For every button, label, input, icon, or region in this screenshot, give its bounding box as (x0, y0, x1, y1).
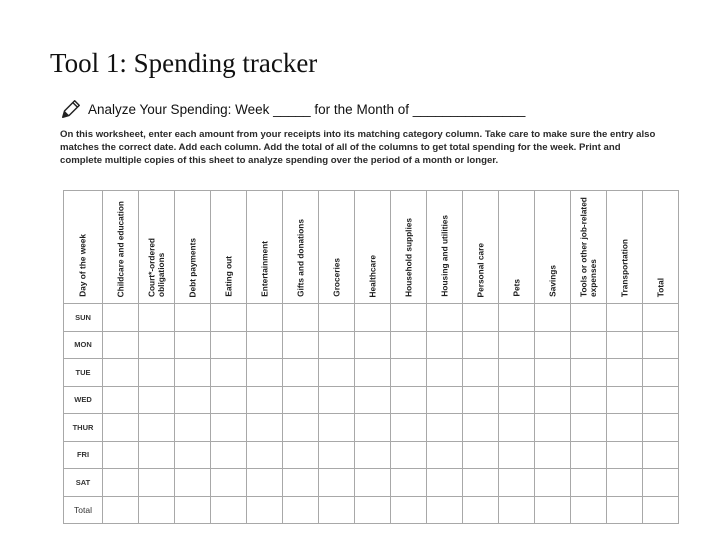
amount-cell[interactable] (283, 441, 319, 469)
table-row (64, 441, 679, 469)
amount-cell[interactable] (355, 386, 391, 414)
amount-cell[interactable] (139, 414, 175, 442)
amount-cell[interactable] (607, 304, 643, 332)
header-row (64, 191, 679, 304)
column-header-label: Pets (510, 279, 521, 297)
amount-cell[interactable] (247, 331, 283, 359)
amount-cell[interactable] (571, 496, 607, 523)
column-header-label: Childcare and education (114, 200, 125, 297)
table-row (64, 304, 679, 332)
amount-cell[interactable] (319, 414, 355, 442)
amount-cell[interactable] (499, 414, 535, 442)
amount-cell[interactable] (247, 304, 283, 332)
row-label: THUR (64, 414, 103, 442)
amount-cell[interactable] (427, 359, 463, 387)
amount-cell[interactable] (499, 386, 535, 414)
amount-cell[interactable] (427, 414, 463, 442)
amount-cell[interactable] (247, 386, 283, 414)
col-eating-out (211, 191, 247, 304)
column-header-label: Eating out (222, 256, 233, 297)
amount-cell[interactable] (355, 304, 391, 332)
amount-cell[interactable] (643, 386, 679, 414)
spending-table (63, 190, 679, 524)
amount-cell[interactable] (535, 304, 571, 332)
amount-cell[interactable] (391, 414, 427, 442)
amount-cell[interactable] (391, 496, 427, 523)
amount-cell[interactable] (463, 469, 499, 497)
amount-cell[interactable] (643, 441, 679, 469)
row-label: Total (64, 496, 103, 523)
amount-cell[interactable] (463, 414, 499, 442)
col-gifts-donations (283, 191, 319, 304)
amount-cell[interactable] (247, 359, 283, 387)
amount-cell[interactable] (427, 304, 463, 332)
amount-cell[interactable] (535, 359, 571, 387)
col-pets (499, 191, 535, 304)
amount-cell[interactable] (319, 304, 355, 332)
column-header-label: Entertainment (258, 241, 269, 297)
col-total (643, 191, 679, 304)
amount-cell[interactable] (175, 441, 211, 469)
amount-cell[interactable] (319, 359, 355, 387)
amount-cell[interactable] (283, 469, 319, 497)
table-row (64, 386, 679, 414)
slide-title: Tool 1: Spending tracker (50, 48, 318, 78)
amount-cell[interactable] (571, 441, 607, 469)
col-personal-care (463, 191, 499, 304)
amount-cell[interactable] (175, 359, 211, 387)
column-header-label: Healthcare (366, 254, 377, 297)
amount-cell[interactable] (139, 386, 175, 414)
column-header-label: Groceries (330, 258, 341, 297)
amount-cell[interactable] (391, 359, 427, 387)
amount-cell[interactable] (607, 441, 643, 469)
amount-cell[interactable] (427, 386, 463, 414)
amount-cell[interactable] (355, 414, 391, 442)
col-transportation (607, 191, 643, 304)
amount-cell[interactable] (319, 469, 355, 497)
amount-cell[interactable] (571, 414, 607, 442)
amount-cell[interactable] (175, 496, 211, 523)
amount-cell[interactable] (571, 386, 607, 414)
amount-cell[interactable] (643, 496, 679, 523)
amount-cell[interactable] (463, 441, 499, 469)
col-household-supplies (391, 191, 427, 304)
amount-cell[interactable] (571, 359, 607, 387)
amount-cell[interactable] (247, 469, 283, 497)
amount-cell[interactable] (103, 386, 139, 414)
amount-cell[interactable] (175, 469, 211, 497)
amount-cell[interactable] (355, 441, 391, 469)
amount-cell[interactable] (175, 414, 211, 442)
amount-cell[interactable] (607, 331, 643, 359)
amount-cell[interactable] (175, 304, 211, 332)
worksheet-instructions: On this worksheet, enter each amount from your receipts into its matching category column. Take care to make sure the entry also matches the correct date. Add each column. Add the total of all of the columns to get total spending for the week. Print and complete multiple copies of this sheet to analyze spending over the period of a month or longer. (60, 129, 656, 166)
amount-cell[interactable] (571, 331, 607, 359)
amount-cell[interactable] (175, 386, 211, 414)
amount-cell[interactable] (247, 496, 283, 523)
worksheet-header (60, 96, 670, 122)
amount-cell[interactable] (103, 359, 139, 387)
amount-cell[interactable] (427, 469, 463, 497)
total-row (64, 496, 679, 523)
table-row (64, 469, 679, 497)
amount-cell[interactable] (103, 304, 139, 332)
amount-cell[interactable] (643, 331, 679, 359)
amount-cell[interactable] (211, 496, 247, 523)
table-body (64, 304, 679, 524)
row-label: SAT (64, 469, 103, 497)
table-row (64, 359, 679, 387)
col-savings (535, 191, 571, 304)
amount-cell[interactable] (463, 496, 499, 523)
amount-cell[interactable] (247, 441, 283, 469)
amount-cell[interactable] (103, 414, 139, 442)
amount-cell[interactable] (139, 359, 175, 387)
col-groceries (319, 191, 355, 304)
amount-cell[interactable] (463, 304, 499, 332)
column-header-label: Gifts and donations (294, 219, 305, 297)
amount-cell[interactable] (139, 304, 175, 332)
column-header-label: Housing and utilities (438, 215, 449, 297)
row-label: TUE (64, 359, 103, 387)
amount-cell[interactable] (103, 331, 139, 359)
amount-cell[interactable] (427, 496, 463, 523)
amount-cell[interactable] (607, 414, 643, 442)
amount-cell[interactable] (499, 441, 535, 469)
column-header-label: Transportation (618, 238, 629, 297)
amount-cell[interactable] (283, 386, 319, 414)
amount-cell[interactable] (283, 304, 319, 332)
col-tools-job-expenses (571, 191, 607, 304)
row-label: MON (64, 331, 103, 359)
amount-cell[interactable] (139, 441, 175, 469)
row-label: SUN (64, 304, 103, 332)
amount-cell[interactable] (463, 386, 499, 414)
col-day-of-week (64, 191, 103, 304)
amount-cell[interactable] (211, 359, 247, 387)
amount-cell[interactable] (643, 304, 679, 332)
amount-cell[interactable] (175, 331, 211, 359)
amount-cell[interactable] (319, 441, 355, 469)
amount-cell[interactable] (319, 496, 355, 523)
worksheet (60, 96, 670, 167)
amount-cell[interactable] (283, 359, 319, 387)
amount-cell[interactable] (355, 359, 391, 387)
amount-cell[interactable] (571, 304, 607, 332)
amount-cell[interactable] (211, 441, 247, 469)
column-header-label: Day of the week (77, 234, 88, 297)
amount-cell[interactable] (319, 386, 355, 414)
amount-cell[interactable] (139, 496, 175, 523)
column-header-label: Personal care (474, 242, 485, 297)
amount-cell[interactable] (607, 469, 643, 497)
column-header-label: Total (654, 277, 665, 297)
table-row (64, 331, 679, 359)
amount-cell[interactable] (211, 414, 247, 442)
row-label: FRI (64, 441, 103, 469)
amount-cell[interactable] (391, 386, 427, 414)
column-header-label: Savings (546, 265, 557, 297)
amount-cell[interactable] (247, 414, 283, 442)
amount-cell[interactable] (607, 496, 643, 523)
amount-cell[interactable] (391, 441, 427, 469)
col-housing-utilities (427, 191, 463, 304)
amount-cell[interactable] (211, 304, 247, 332)
amount-cell[interactable] (535, 386, 571, 414)
amount-cell[interactable] (427, 441, 463, 469)
pencil-icon (60, 98, 82, 120)
amount-cell[interactable] (643, 414, 679, 442)
amount-cell[interactable] (607, 386, 643, 414)
amount-cell[interactable] (283, 414, 319, 442)
amount-cell[interactable] (211, 469, 247, 497)
amount-cell[interactable] (139, 469, 175, 497)
amount-cell[interactable] (391, 331, 427, 359)
amount-cell[interactable] (103, 496, 139, 523)
amount-cell[interactable] (355, 469, 391, 497)
amount-cell[interactable] (535, 331, 571, 359)
amount-cell[interactable] (571, 469, 607, 497)
amount-cell[interactable] (535, 469, 571, 497)
amount-cell[interactable] (283, 331, 319, 359)
amount-cell[interactable] (607, 359, 643, 387)
amount-cell[interactable] (355, 331, 391, 359)
amount-cell[interactable] (103, 469, 139, 497)
col-debt-payments (175, 191, 211, 304)
amount-cell[interactable] (499, 359, 535, 387)
col-healthcare (355, 191, 391, 304)
column-header-label: Tools or other job-related expenses (578, 197, 598, 297)
amount-cell[interactable] (535, 496, 571, 523)
amount-cell[interactable] (139, 331, 175, 359)
row-label: WED (64, 386, 103, 414)
col-court-ordered (139, 191, 175, 304)
amount-cell[interactable] (211, 386, 247, 414)
amount-cell[interactable] (499, 331, 535, 359)
amount-cell[interactable] (535, 441, 571, 469)
amount-cell[interactable] (643, 469, 679, 497)
amount-cell[interactable] (535, 414, 571, 442)
col-childcare-education (103, 191, 139, 304)
amount-cell[interactable] (283, 496, 319, 523)
amount-cell[interactable] (463, 331, 499, 359)
amount-cell[interactable] (463, 359, 499, 387)
amount-cell[interactable] (103, 441, 139, 469)
column-header-label: Debt payments (186, 237, 197, 297)
worksheet-heading: Analyze Your Spending: Week _____ for the Month of _______________ (88, 101, 526, 117)
amount-cell[interactable] (391, 469, 427, 497)
amount-cell[interactable] (391, 304, 427, 332)
column-header-label: Court*-ordered obligations (146, 237, 166, 297)
amount-cell[interactable] (499, 496, 535, 523)
amount-cell[interactable] (319, 331, 355, 359)
amount-cell[interactable] (643, 359, 679, 387)
amount-cell[interactable] (499, 304, 535, 332)
table-row (64, 414, 679, 442)
amount-cell[interactable] (211, 331, 247, 359)
column-header-label: Household supplies (402, 218, 413, 297)
col-entertainment (247, 191, 283, 304)
amount-cell[interactable] (427, 331, 463, 359)
amount-cell[interactable] (499, 469, 535, 497)
amount-cell[interactable] (355, 496, 391, 523)
